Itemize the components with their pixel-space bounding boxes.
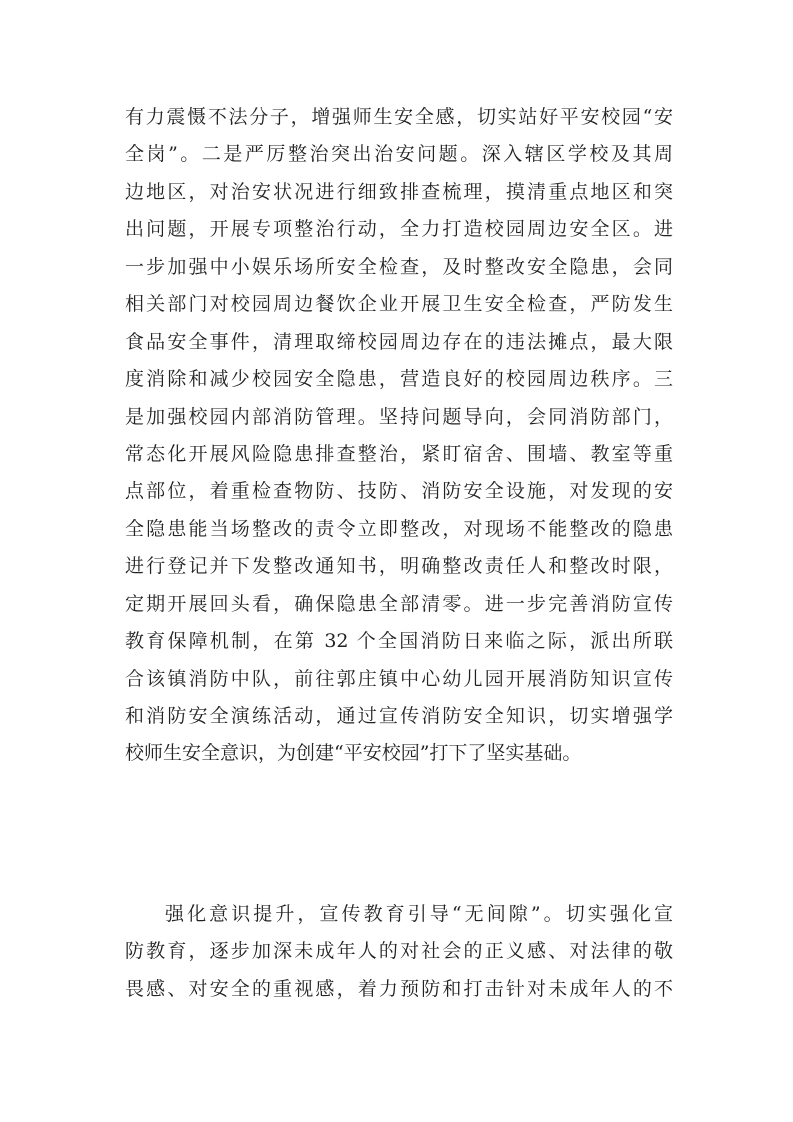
text-line: 强化意识提升，宣传教育引导“无间隙”。切实强化宣	[165, 903, 673, 925]
text-line: 畏感、对安全的重视感，着力预防和打击针对未成年人的不	[125, 977, 673, 1000]
text-line: 边地区，对治安状况进行细致排查梳理，摸清重点地区和突	[125, 180, 673, 203]
text-line: 一步加强中小娱乐场所安全检查，及时整改安全隐患，会同	[125, 255, 673, 278]
text-line: 点部位，着重检查物防、技防、消防安全设施，对发现的安	[125, 480, 673, 503]
text-line: 度消除和减少校园安全隐患，营造良好的校园周边秩序。三	[125, 368, 673, 391]
text-line: 全隐患能当场整改的责令立即整改，对现场不能整改的隐患	[125, 517, 673, 540]
text-line: 食品安全事件，清理取缔校园周边存在的违法摊点，最大限	[125, 330, 673, 353]
text-line: 相关部门对校园周边餐饮企业开展卫生安全检查，严防发生	[125, 293, 673, 316]
text-line: 合该镇消防中队，前往郭庄镇中心幼儿园开展消防知识宣传	[125, 667, 673, 690]
paragraph-2	[125, 896, 673, 1008]
text-line: 教育保障机制，在第 32 个全国消防日来临之际，派出所联	[125, 630, 673, 653]
text-line: 出问题，开展专项整治行动，全力打造校园周边安全区。进	[125, 218, 673, 241]
text-line: 定期开展回头看，确保隐患全部清零。进一步完善消防宣传	[125, 592, 673, 615]
text-line: 校师生安全意识，为创建“平安校园”打下了坚实基础。	[125, 742, 582, 765]
text-line: 防教育，逐步加深未成年人的对社会的正义感、对法律的敬	[125, 940, 673, 963]
text-line: 是加强校园内部消防管理。坚持问题导向，会同消防部门，	[125, 405, 673, 428]
text-line: 进行登记并下发整改通知书，明确整改责任人和整改时限，	[125, 555, 673, 578]
text-line: 常态化开展风险隐患排查整治，紧盯宿舍、围墙、教室等重	[125, 442, 673, 465]
text-line: 和消防安全演练活动，通过宣传消防安全知识，切实增强学	[125, 705, 673, 727]
paragraph-1	[125, 99, 673, 773]
text-line: 全岗”。二是严厉整治突出治安问题。深入辖区学校及其周	[125, 143, 673, 166]
text-line: 有力震慑不法分子，增强师生安全感，切实站好平安校园“安	[125, 106, 673, 128]
